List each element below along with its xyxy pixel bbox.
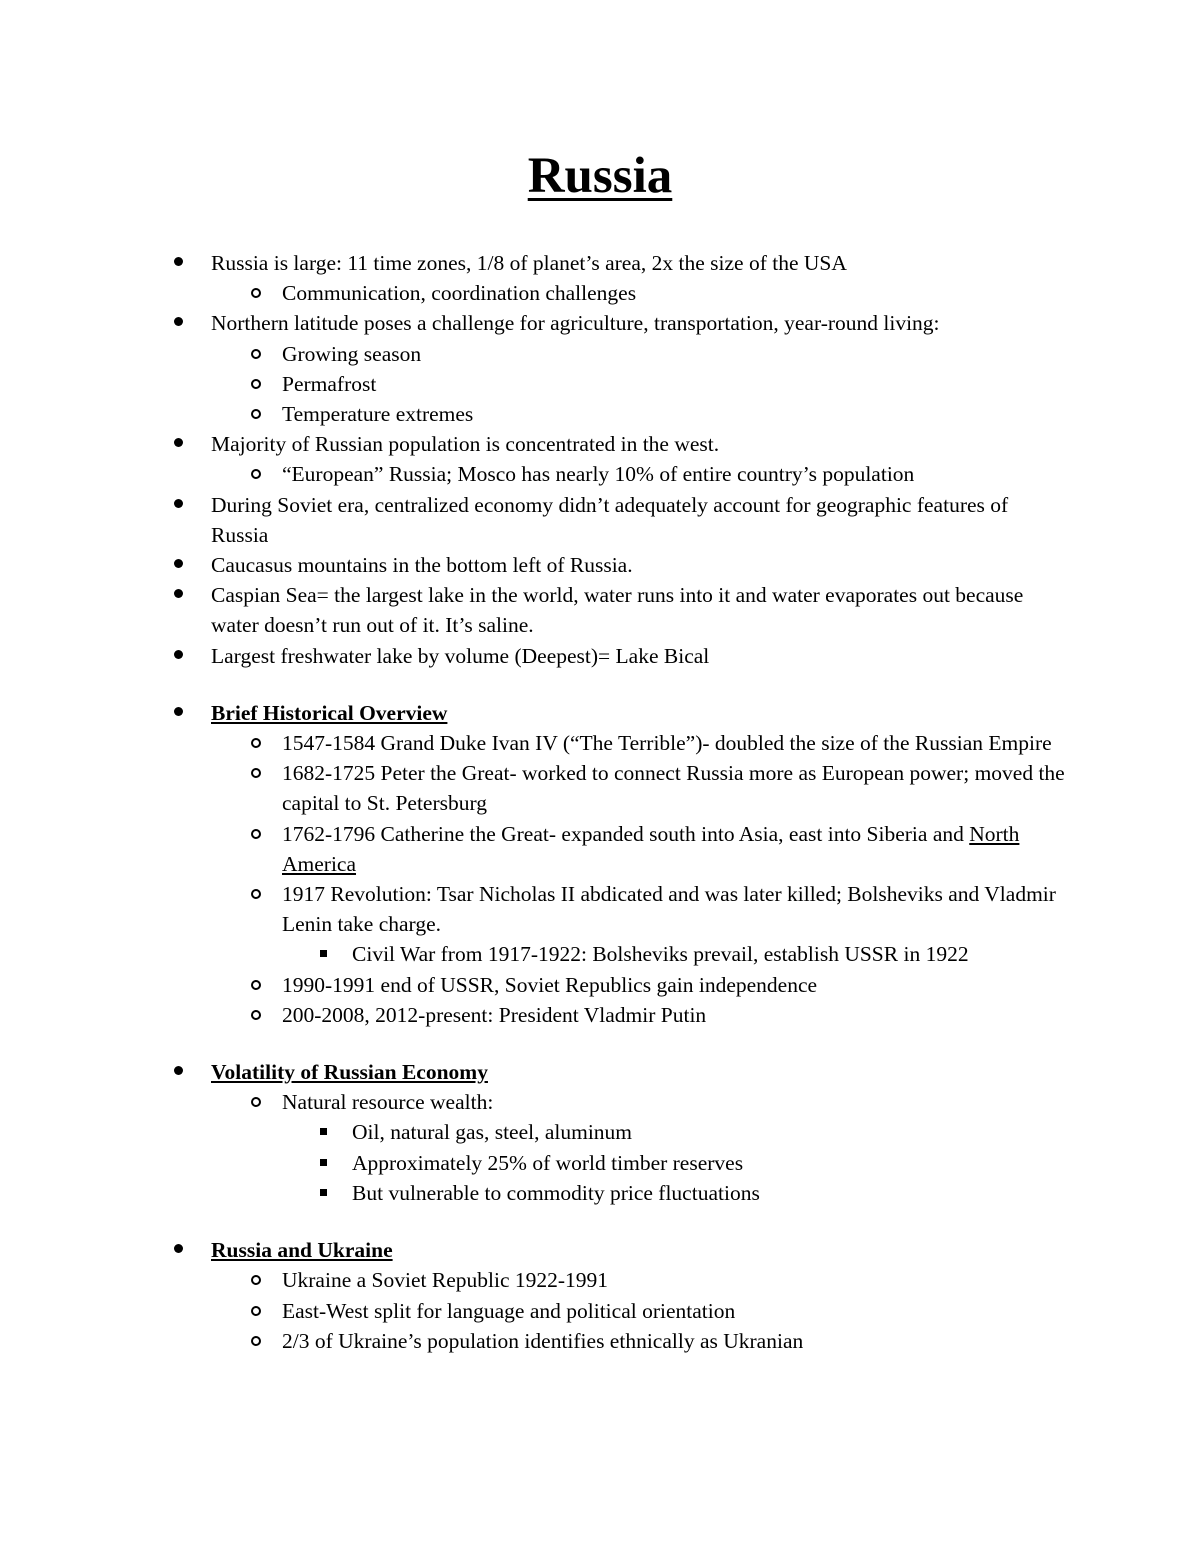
hollow-bullet-icon: [251, 1097, 261, 1107]
section-heading-ukraine: Russia and Ukraine: [211, 1238, 393, 1263]
list-item: [211, 490, 1069, 550]
list-item: [282, 1326, 1072, 1356]
hollow-bullet-icon: [251, 288, 261, 298]
hollow-bullet-icon: [251, 1275, 261, 1285]
list-item: [352, 939, 1072, 969]
filled-bullet-icon: [174, 499, 183, 508]
list-item: [282, 879, 1072, 939]
list-item: [282, 1000, 1072, 1030]
hollow-bullet-icon: [251, 409, 261, 419]
filled-bullet-icon: [174, 559, 183, 568]
list-item-text: Oil, natural gas, steel, aluminum: [352, 1120, 633, 1145]
list-item-text: East-West split for language and political orientation: [282, 1298, 736, 1323]
list-item: [282, 728, 1072, 758]
filled-bullet-icon: [174, 650, 183, 659]
list-item-text: [282, 819, 1072, 879]
list-item-text: 1917 Revolution: Tsar Nicholas II abdicated and was later killed; Bolsheviks and Vladmir Lenin take charge.: [282, 882, 1056, 937]
list-item: [282, 758, 1072, 818]
filled-bullet-icon: [174, 707, 183, 716]
list-item-text: 1547-1584 Grand Duke Ivan IV (“The Terrible”)- doubled the size of the Russian Empire: [282, 731, 1052, 756]
hollow-bullet-icon: [251, 349, 261, 359]
underlined-text: North America: [282, 821, 1020, 876]
list-item-text: 2/3 of Ukraine’s population identifies ethnically as Ukranian: [282, 1328, 804, 1353]
list-item: [282, 339, 1072, 369]
list-item-text: Communication, coordination challenges: [282, 281, 637, 306]
list-item: [282, 278, 1072, 308]
section-heading-item: [211, 1057, 1069, 1087]
hollow-bullet-icon: [251, 768, 261, 778]
list-item-text: 200-2008, 2012-present: President Vladmir Putin: [282, 1002, 707, 1027]
hollow-bullet-icon: [251, 738, 261, 748]
list-item: [282, 1296, 1072, 1326]
page-title: Russia: [527, 148, 673, 204]
list-item-text: Caspian Sea= the largest lake in the world, water runs into it and water evaporates out because water doesn’t run out of it. It’s saline.: [211, 583, 1024, 638]
list-item-text: 1682-1725 Peter the Great- worked to connect Russia more as European power; moved the capital to St. Petersburg: [282, 761, 1065, 816]
list-item-text: But vulnerable to commodity price fluctuations: [352, 1180, 760, 1205]
list-item-text: Majority of Russian population is concentrated in the west.: [211, 432, 720, 457]
square-bullet-icon: [320, 950, 327, 957]
section-heading-item: [211, 698, 1069, 728]
list-item: [282, 1265, 1072, 1295]
list-item: [211, 308, 1069, 338]
list-item-text: During Soviet era, centralized economy didn’t adequately account for geographic features of Russia: [211, 492, 1009, 547]
section-gap: [0, 671, 1200, 698]
list-item-text: Northern latitude poses a challenge for agriculture, transportation, year-round living:: [211, 311, 940, 336]
section-gap: [0, 1030, 1200, 1057]
list-item: [282, 459, 1072, 489]
list-item-text: Civil War from 1917-1922: Bolsheviks prevail, establish USSR in 1922: [352, 942, 969, 967]
list-item: [282, 970, 1072, 1000]
filled-bullet-icon: [174, 438, 183, 447]
filled-bullet-icon: [174, 257, 183, 266]
list-item-text: Largest freshwater lake by volume (Deepest)= Lake Bical: [211, 643, 710, 668]
list-item-text: “European” Russia; Mosco has nearly 10% of entire country’s population: [282, 462, 915, 487]
list-item-text: Caucasus mountains in the bottom left of Russia.: [211, 553, 633, 578]
list-item-text: Temperature extremes: [282, 402, 474, 427]
list-item-text-part: 1762-1796 Catherine the Great- expanded south into Asia, east into Siberia and: [282, 821, 970, 846]
hollow-bullet-icon: [251, 1336, 261, 1346]
square-bullet-icon: [320, 1128, 327, 1135]
list-item-text: Approximately 25% of world timber reserves: [352, 1150, 744, 1175]
list-item-text: 1990-1991 end of USSR, Soviet Republics gain independence: [282, 972, 818, 997]
hollow-bullet-icon: [251, 1306, 261, 1316]
list-item: [211, 429, 1069, 459]
list-item: [211, 248, 1069, 278]
list-item-text: Growing season: [282, 341, 422, 366]
hollow-bullet-icon: [251, 379, 261, 389]
list-item: [211, 641, 1069, 671]
square-bullet-icon: [320, 1189, 327, 1196]
hollow-bullet-icon: [251, 469, 261, 479]
list-item-text: Natural resource wealth:: [282, 1090, 494, 1115]
list-item: [352, 1117, 1072, 1147]
list-item: [211, 550, 1069, 580]
list-item: [352, 1178, 1072, 1208]
list-item-text: Permafrost: [282, 371, 377, 396]
list-item: [352, 1148, 1072, 1178]
list-item-text: Ukraine a Soviet Republic 1922-1991: [282, 1268, 609, 1293]
list-item: [282, 369, 1072, 399]
section-gap: [0, 1208, 1200, 1235]
section-heading-economy: Volatility of Russian Economy: [211, 1060, 488, 1085]
hollow-bullet-icon: [251, 889, 261, 899]
list-item: [282, 399, 1072, 429]
list-item: [211, 580, 1069, 640]
list-item: [282, 1087, 1072, 1117]
list-item: [282, 819, 1072, 879]
filled-bullet-icon: [174, 317, 183, 326]
filled-bullet-icon: [174, 1244, 183, 1253]
filled-bullet-icon: [174, 589, 183, 598]
notes-body: [0, 248, 1200, 1356]
list-item-text: Russia is large: 11 time zones, 1/8 of planet’s area, 2x the size of the USA: [211, 251, 847, 275]
hollow-bullet-icon: [251, 980, 261, 990]
hollow-bullet-icon: [251, 829, 261, 839]
section-heading-item: [211, 1235, 1069, 1265]
filled-bullet-icon: [174, 1066, 183, 1075]
section-heading-history: Brief Historical Overview: [211, 700, 448, 725]
hollow-bullet-icon: [251, 1010, 261, 1020]
square-bullet-icon: [320, 1159, 327, 1166]
